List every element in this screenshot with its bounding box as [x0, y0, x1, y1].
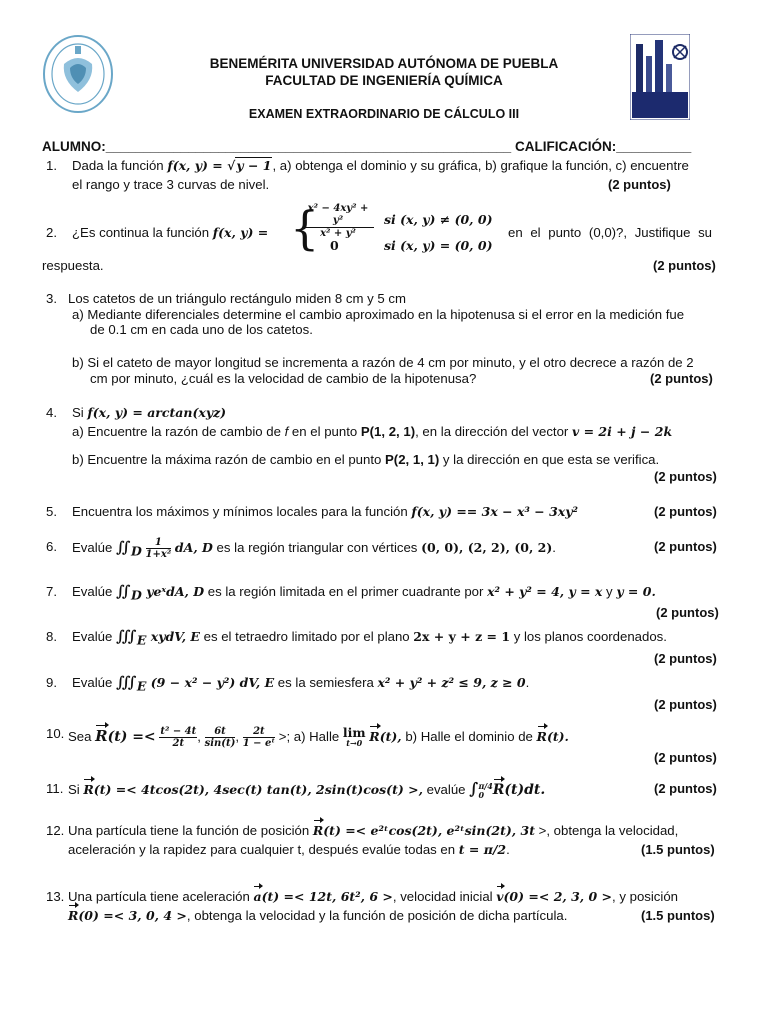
q2-fraction: x² − 4xy² + y² x² + y²	[302, 203, 374, 240]
q13-points: (1.5 puntos)	[641, 908, 715, 923]
q11-text: Si R(t) =< 4tcos(2t), 4sec(t) tan(t), 2sin(t)cos(t) >, evalúe ∫ π/4 0 R(t)dt.	[68, 779, 546, 800]
q9-number: 9.	[46, 675, 57, 690]
q5-text: Encuentra los máximos y mínimos locales para la función f(x, y) == 3x − x³ − 3xy²	[72, 504, 578, 519]
q10-fraction-2: $\frac{6t}{\sin(t)}$	[204, 726, 236, 749]
university-seal-logo	[42, 34, 114, 114]
q1-line2: el rango y trace 3 curvas de nivel.	[72, 177, 270, 192]
q10-number: 10.	[46, 726, 65, 741]
q10-points: (2 puntos)	[654, 750, 717, 765]
q12-number: 12.	[46, 823, 65, 838]
exam-title: EXAMEN EXTRAORDINARIO DE CÁLCULO III	[248, 107, 520, 121]
q2-line1: ¿Es continua la función f(x, y) =	[72, 225, 269, 240]
q6-points: (2 puntos)	[654, 539, 717, 554]
q7-text: Evalúe $∬_D$ yeˣdA, D es la región limitada en el primer cuadrante por x² + y² = 4, y = x y y = 0.	[72, 582, 656, 603]
q8-text: Evalúe $∭_E$ xydV, E es el tetraedro limitado por el plano 2x + y + z = 1 y los planos coordenados.	[72, 627, 667, 648]
alumno-label: ALUMNO:	[42, 139, 106, 154]
q9-points: (2 puntos)	[654, 697, 717, 712]
q5-number: 5.	[46, 504, 57, 519]
q3-a-line1: a) Mediante diferenciales determine el cambio aproximado en la hipotenusa si el error en la medición fue	[72, 307, 685, 322]
q13-line1: Una partícula tiene aceleración a(t) =< 12t, 6t², 6 >, velocidad inicial v(0) =< 2, 3, 0 >, y posición	[68, 889, 679, 904]
q4-b: b) Encuentre la máxima razón de cambio en el punto P(2, 1, 1) y la dirección en que esta se verifica.	[72, 452, 660, 467]
q2-zero: 0	[330, 238, 339, 253]
q11-bounds: π/4 0	[478, 780, 493, 800]
q3-a-line2: de 0.1 cm en cada uno de los catetos.	[90, 322, 313, 337]
q5-points: (2 puntos)	[654, 504, 717, 519]
q13-line2: R(0) =< 3, 0, 4 >, obtenga la velocidad y la función de posición de dicha partícula.	[68, 908, 568, 923]
q3-number: 3.	[46, 291, 57, 306]
q6-fraction: $\frac{1}{\text{1+x²}}$	[145, 537, 172, 560]
q4-a: a) Encuentre la razón de cambio de f en el punto P(1, 2, 1), en la dirección del vector v = 2i + j − 2k	[72, 424, 673, 439]
q2-post: en el punto (0,0)?, Justifique su	[508, 225, 713, 240]
q11-points: (2 puntos)	[654, 781, 717, 796]
q6-text: Evalúe $∬_D$ $\frac{1}{\text{1+x²}}$ dA, D es la región triangular con vértices (0, 0), (2, 2), (0, 2).	[72, 537, 556, 560]
q10-fraction-1: $\frac{\text{t² − 4t}}{2t}$	[160, 726, 197, 749]
calificacion-label: CALIFICACIÓN:	[514, 139, 617, 154]
faculty-name: FACULTAD DE INGENIERÍA QUÍMICA	[265, 73, 503, 88]
q7-points: (2 puntos)	[656, 605, 719, 620]
q13-number: 13.	[46, 889, 65, 904]
q6-number: 6.	[46, 539, 57, 554]
q3-stem: Los catetos de un triángulo rectángulo miden 8 cm y 5 cm	[68, 291, 406, 306]
q3-b-line2: cm por minuto, ¿cuál es la velocidad de cambio de la hipotenusa?	[90, 371, 477, 386]
q2-points: (2 puntos)	[653, 258, 716, 273]
q2-line2: respuesta.	[42, 258, 104, 273]
q12-line2: aceleración y la rapidez para cualquier t, después evalúe todas en t = π/2.	[68, 842, 510, 857]
q11-number: 11.	[46, 781, 64, 796]
piecewise-brace: {	[290, 201, 320, 255]
q4-stem: Si f(x, y) = arctan(xyz)	[72, 405, 227, 420]
q10-fraction-3: $\frac{2t}{\text{1 − eᵗ}}$	[242, 726, 276, 749]
q8-number: 8.	[46, 629, 57, 644]
q12-line1: Una partícula tiene la función de posición R(t) =< e²ᵗcos(2t), e²ᵗsin(2t), 3t >, obtenga la velocidad,	[68, 823, 679, 838]
q4-number: 4.	[46, 405, 57, 420]
q10-limit: lim t→0	[342, 724, 366, 748]
alumno-blank: ______________________________________________________	[105, 139, 512, 154]
q10-text: Sea R(t) =< $\frac{\text{t² − 4t}}{2t}$ , $\frac{6t}{\sin(t)}$ , $\frac{2t}{\text{1 − eᵗ}}$ >; a) Halle lim t→0 R(t), b) Halle el dominio de R(t).	[68, 724, 569, 749]
q2-number: 2.	[46, 225, 57, 240]
q2-cond2: si (x, y) = (0, 0)	[384, 238, 493, 253]
q1-points: (2 puntos)	[608, 177, 671, 192]
q2-cond1: si (x, y) ≠ (0, 0)	[384, 212, 493, 227]
student-line	[42, 139, 691, 155]
q1-line1: Dada la función f(x, y) = √y − 1, a) obtenga el dominio y su gráfica, b) grafique la función, c) encuentre	[72, 158, 689, 173]
q12-points: (1.5 puntos)	[641, 842, 715, 857]
q4-points: (2 puntos)	[654, 469, 717, 484]
university-name: BENEMÉRITA UNIVERSIDAD AUTÓNOMA DE PUEBLA	[209, 56, 559, 71]
calificacion-blank: __________	[616, 139, 692, 154]
q9-text: Evalúe $∭_E$ (9 − x² − y²) dV, E es la semiesfera x² + y² + z² ≤ 9, z ≥ 0.	[72, 673, 530, 694]
q7-number: 7.	[46, 584, 57, 599]
q8-points: (2 puntos)	[654, 651, 717, 666]
faculty-logo	[630, 34, 690, 120]
q3-points: (2 puntos)	[650, 371, 713, 386]
q1-number: 1.	[46, 158, 57, 173]
q3-b-line1: b) Si el cateto de mayor longitud se incrementa a razón de 4 cm por minuto, y el otro decrece a razón de 2	[72, 355, 694, 370]
